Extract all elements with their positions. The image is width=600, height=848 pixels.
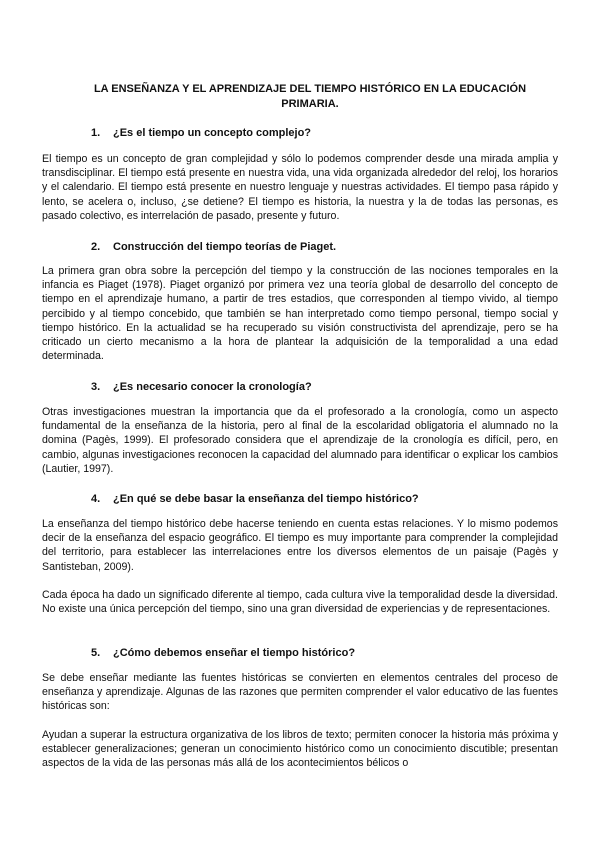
section-4-paragraph-2: Cada época ha dado un significado diferente al tiempo, cada cultura vive la temporalidad desde la diversidad. No existe una única percepción del tiempo, sino una gran diversidad de experiencias y de representaciones. <box>42 589 558 616</box>
document-title: LA ENSEÑANZA Y EL APRENDIZAJE DEL TIEMPO HISTÓRICO EN LA EDUCACIÓN PRIMARIA. <box>93 83 527 110</box>
section-5-paragraph-2: Ayudan a superar la estructura organizativa de los libros de texto; permiten conocer la historia más próxima y establecer generalizaciones; generan un conocimiento histórico como un conocimiento discutible; presentan aspectos de la vida de las personas más allá de los acontecimientos bélicos o <box>42 729 558 770</box>
section-4-title: ¿En qué se debe basar la enseñanza del tiempo histórico? <box>113 493 419 505</box>
section-5-number: 5. <box>91 647 101 659</box>
section-2-heading <box>91 240 336 254</box>
section-1-paragraph-1: El tiempo es un concepto de gran complejidad y sólo lo podemos comprender desde una mirada amplia y transdisciplinar. El tiempo está presente en nuestra vida, una vida organizada alrededor del reloj, los horarios y el calendario. El tiempo está presente en nuestro lenguaje y nuestras actividades. El tiempo pasa rápido y lento, se acelera o, incluso, ¿se detiene? El tiempo es historia, la nuestra y la de todas las personas, es pasado colectivo, es interrelación de pasado, presente y futuro. <box>42 153 558 222</box>
section-1-number: 1. <box>91 127 101 139</box>
section-1-title: ¿Es el tiempo un concepto complejo? <box>113 127 312 139</box>
section-4-paragraph-1: La enseñanza del tiempo histórico debe hacerse teniendo en cuenta estas relaciones. Y lo mismo podemos decir de la enseñanza del espacio geográfico. El tiempo es muy importante para comprender la complejidad del territorio, para establecer las interrelaciones entre los diversos elementos de un paisaje (Pagès y Santisteban, 2009). <box>42 518 558 573</box>
section-3-paragraph-1: Otras investigaciones muestran la importancia que da el profesorado a la cronología, como un aspecto fundamental de la enseñanza de la historia, pero al final de la escolaridad obligatoria el alumnado no la domina (Pagès, 1999). El profesorado considera que el aprendizaje de la cronología es difícil, pero, en cambio, algunas investigaciones reconocen la capacidad del alumnado para identificar o explicar los cambios (Lautier, 1997). <box>42 406 558 475</box>
section-2-title: Construcción del tiempo teorías de Piaget. <box>113 241 337 253</box>
section-3-heading <box>91 380 312 394</box>
section-3-title: ¿Es necesario conocer la cronología? <box>113 381 312 393</box>
section-5-title: ¿Cómo debemos enseñar el tiempo histórico? <box>113 647 356 659</box>
section-3-number: 3. <box>91 381 101 393</box>
section-2-paragraph-1: La primera gran obra sobre la percepción del tiempo y la construcción de las nociones temporales en la infancia es Piaget (1978). Piaget organizó por primera vez una teoría global de desarrollo del concepto de tiempo en el aprendizaje humano, a partir de tres estadios, que corresponden al tiempo vivido, al tiempo percibido y al tiempo concebido, que también se han interpretado como tiempo personal, tiempo social y tiempo histórico. En la actualidad se ha recuperado su visión constructivista del aprendizaje, pero se ha criticado un cierto mecanismo a la hora de plantear la adquisición de la temporalidad a una edad determinada. <box>42 265 558 363</box>
section-5-paragraph-1: Se debe enseñar mediante las fuentes históricas se convierten en elementos centrales del proceso de enseñanza y aprendizaje. Algunas de las razones que permiten comprender el valor educativo de las fuentes históricas son: <box>42 672 558 713</box>
section-2-number: 2. <box>91 241 101 253</box>
section-4-heading <box>91 492 419 506</box>
section-5-heading <box>91 646 355 660</box>
section-1-heading <box>91 126 311 140</box>
section-4-number: 4. <box>91 493 101 505</box>
